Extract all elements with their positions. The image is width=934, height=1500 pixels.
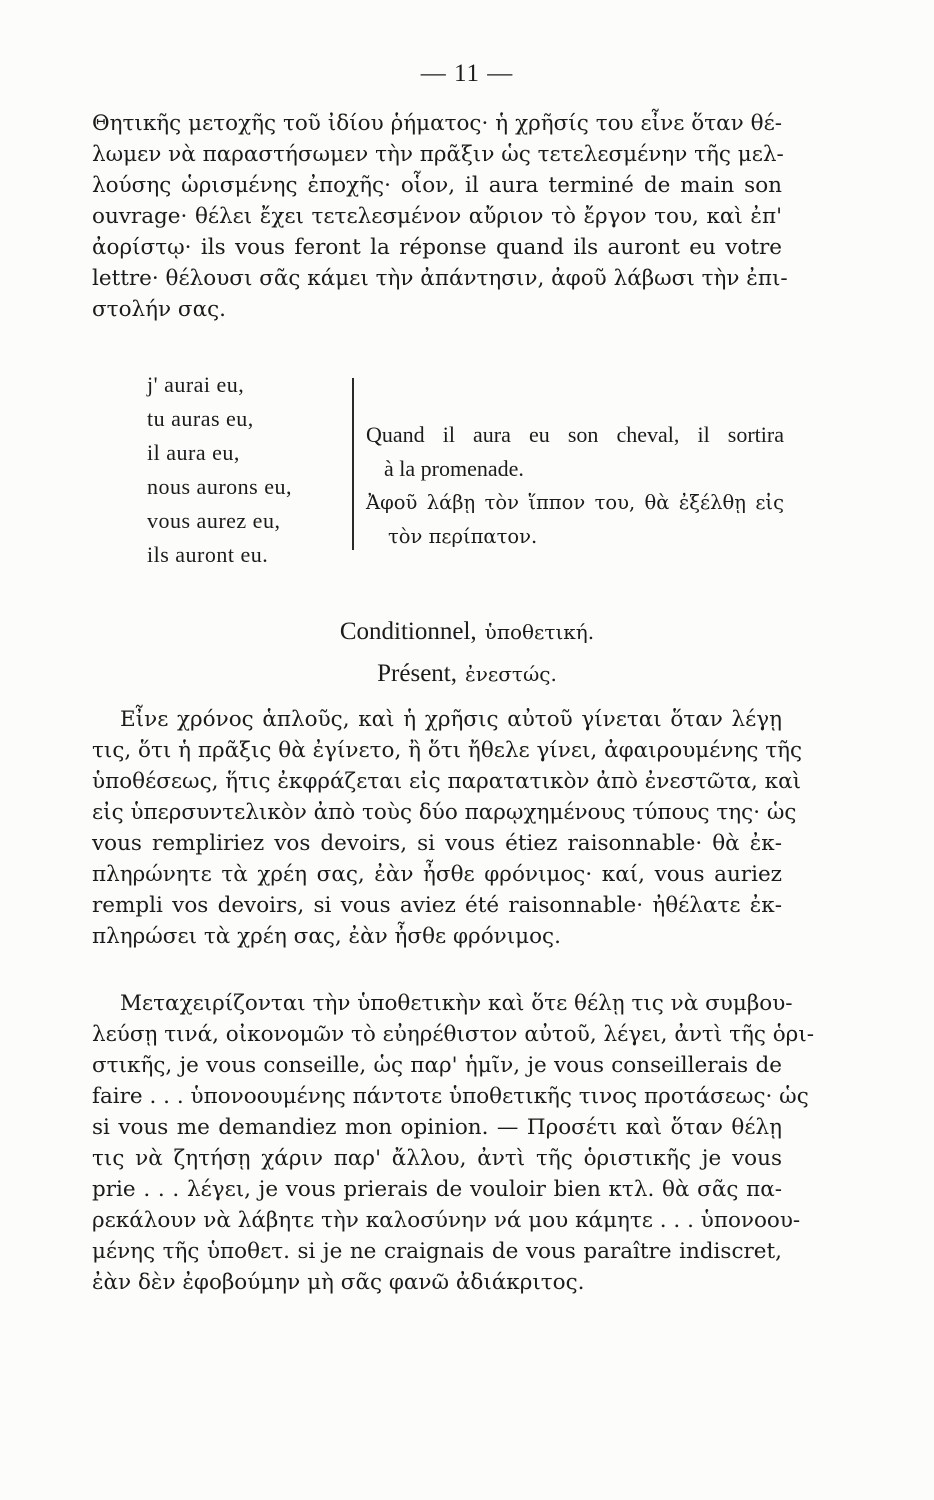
paragraph-conditional-usage: [92, 704, 803, 952]
text-line: μένης τῆς ὑποθετ. si je ne craignais de vous paraître indiscret,: [92, 1239, 782, 1264]
text-line: rempli vos devoirs, si vous aviez été raisonnable· ἠθέλατε ἐκ-: [92, 893, 782, 918]
example-french-line: à la promenade.: [384, 456, 524, 481]
heading-present: [0, 660, 934, 688]
text-line: lettre· θέλουσι σᾶς κάμει τὴν ἀπάντησιν, ἀφοῦ λάβωσι τὴν ἐπι-: [92, 266, 788, 291]
example-greek-line: τὸν περίπατον.: [388, 525, 538, 548]
conjugation-row: nous aurons eu,: [147, 474, 292, 499]
text-line: ouvrage· θέλει ἔχει τετελεσμένον αὔριον τὸ ἔργον του, καὶ ἐπ': [92, 204, 782, 229]
paragraph-future-perfect-usage: [92, 108, 788, 325]
text-line: λωμεν νὰ παραστήσωμεν τὴν πρᾶξιν ὡς τετελεσμένην τῆς μελ-: [92, 142, 784, 167]
example-greek-line: Ἀφοῦ λάβῃ τὸν ἵππον του, θὰ ἐξέλθῃ εἰς: [366, 491, 784, 514]
text-line: λεύσῃ τινά, οἰκονομῶν τὸ εὐηρέθιστον αὐτοῦ, λέγει, ἀντὶ τῆς ὁρι-: [92, 1022, 815, 1047]
text-line: faire . . . ὑπονοουμένης πάντοτε ὑποθετικῆς τινος προτάσεως· ὡς: [92, 1084, 809, 1109]
text-line: στολήν σας.: [92, 297, 226, 322]
heading-greek: ὑποθετική.: [484, 620, 595, 644]
conjugation-row: j' aurai eu,: [147, 372, 245, 397]
example-sentence: [366, 418, 784, 554]
text-line: τις νὰ ζητήσῃ χάριν παρ' ἄλλου, ἀντὶ τῆς ὁριστικῆς je vous: [92, 1146, 782, 1171]
text-line: Θητικῆς μετοχῆς τοῦ ἰδίου ῥήματος· ἡ χρῆσίς του εἶνε ὅταν θέ-: [92, 111, 782, 136]
text-line: λούσης ὡρισμένης ἐποχῆς· οἷον, il aura terminé de main son: [92, 173, 782, 198]
text-line: si vous me demandiez mon opinion. — Προσέτι καὶ ὅταν θέλῃ: [92, 1115, 782, 1140]
heading-french: Conditionnel,: [339, 618, 477, 645]
example-french-line: Quand il aura eu son cheval, il sortira: [366, 422, 784, 447]
paragraph-politeness-usage: [92, 988, 815, 1298]
text-line: ἀορίστῳ· ils vous feront la réponse quand ils auront eu votre: [92, 235, 782, 260]
heading-conditionnel: [0, 618, 934, 646]
vertical-divider: [352, 378, 354, 550]
heading-greek: ἐνεστώς.: [465, 662, 557, 686]
text-line: ὑποθέσεως, ἥτις ἐκφράζεται εἰς παρατατικὸν ἀπὸ ἐνεστῶτα, καὶ: [92, 769, 802, 794]
text-line: τις, ὅτι ἡ πρᾶξις θὰ ἐγίνετο, ἢ ὅτι ἤθελε γίνει, ἀφαιρουμένης τῆς: [92, 738, 803, 763]
conjugation-row: il aura eu,: [147, 440, 240, 465]
conjugation-list: [147, 368, 292, 572]
text-line: πληρώσει τὰ χρέη σας, ἐὰν ἦσθε φρόνιμος.: [92, 924, 561, 949]
text-line: Εἶνε χρόνος ἁπλοῦς, καὶ ἡ χρῆσις αὐτοῦ γίνεται ὅταν λέγῃ: [120, 707, 782, 732]
text-line: ἐὰν δὲν ἐφοβούμην μὴ σᾶς φανῶ ἀδιάκριτος.: [92, 1270, 585, 1295]
text-line: ρεκάλουν νὰ λάβητε τὴν καλοσύνην νά μου κάμητε . . . ὑπονοου-: [92, 1208, 801, 1233]
text-line: εἰς ὑπερσυντελικὸν ἀπὸ τοὺς δύο παρῳχημένους τύπους της· ὡς: [92, 800, 797, 825]
text-line: πληρώνητε τὰ χρέη σας, ἐὰν ἦσθε φρόνιμος· καί, vous auriez: [92, 862, 782, 887]
page-number: — 11 —: [420, 60, 514, 87]
text-line: Μεταχειρίζονται τὴν ὑποθετικὴν καὶ ὅτε θέλῃ τις νὰ συμβου-: [120, 991, 793, 1016]
heading-french: Présent,: [377, 660, 457, 687]
text-line: στικῆς, je vous conseille, ὡς παρ' ἡμῖν, je vous conseillerais de: [92, 1053, 782, 1078]
text-line: vous rempliriez vos devoirs, si vous étiez raisonnable· θὰ ἐκ-: [92, 831, 782, 856]
conjugation-row: vous aurez eu,: [147, 508, 281, 533]
conjugation-row: tu auras eu,: [147, 406, 254, 431]
conjugation-row: ils auront eu.: [147, 542, 269, 567]
text-line: prie . . . λέγει, je vous prierais de vouloir bien κτλ. θὰ σᾶς πα-: [92, 1177, 782, 1202]
